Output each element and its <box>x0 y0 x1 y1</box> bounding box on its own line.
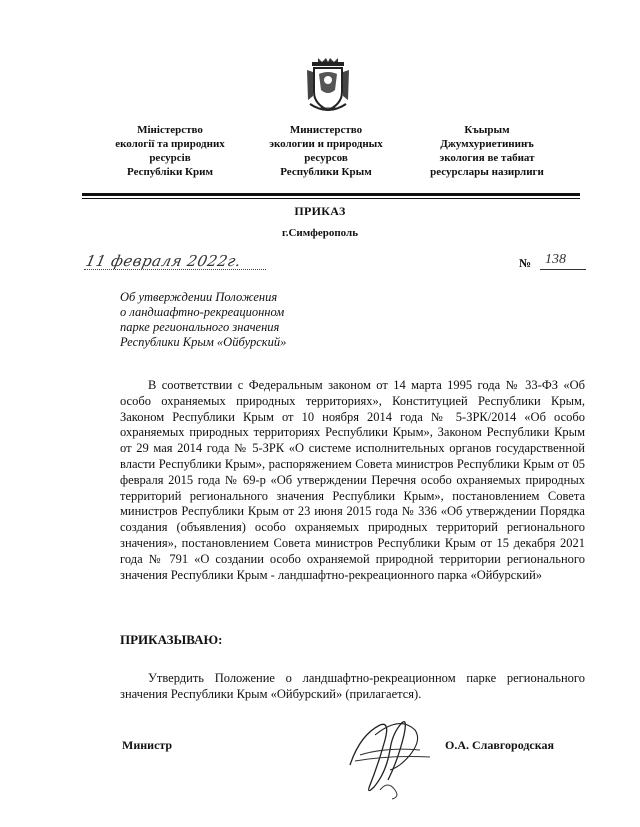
header-divider-thin <box>82 198 580 199</box>
handwritten-signature-icon <box>330 695 440 805</box>
order-paragraph: Утвердить Положение о ландшафтно-рекреационном парке регионального значения Республики Крым «Ойбурский» (прилагается). <box>120 671 585 701</box>
ministry-name-crimean-tatar: Къырым Джумхуриетининъ экология ве табиат ресурслары назирлиги <box>430 124 544 178</box>
handwritten-date: 11 февраля 2022г. <box>84 252 243 270</box>
preamble-paragraph: В соответствии с Федеральным законом от 14 марта 1995 года № 33-ФЗ «Об особо охраняемых природных территориях», Конституцией Республики Крым, Законом Республики Крым от 10 ноября 2014 года № 5-ЗРК/2014 «Об особо охраняемых природных территориях Республики Крым», Законом Республики Крым от 29 мая 2014 года № 5-ЗРК «О системе исполнительных органов государственной власти Республики Крым», распоряжением Совета министров Республики Крым от 05 февраля 2015 года № 69-р «Об утверждении Перечня особо охраняемых природных территорий регионального значения Республики Крым», постановлением Совета министров Республики Крым от 23 июня 2015 года № 336 «Об утверждении Порядка создания (объявления) особо охраняемых природных территорий регионального значения», постановлением Совета министров Республики Крым от 15 декабря 2021 года № 791 «О создании особо охраняемой природной территории регионального значения Республики Крым - ландшафтно-рекреационного парка «Ойбурский» <box>120 378 585 582</box>
order-heading: ПРИКАЗЫВАЮ: <box>120 632 223 647</box>
order-subject: Об утверждении Положения о ландшафтно-рекреационном парке регионального значения Республики Крым «Ойбурский» <box>120 290 287 349</box>
number-label: № <box>519 256 532 270</box>
header-divider-thick <box>82 193 580 196</box>
document-city: г.Симферополь <box>281 227 359 239</box>
crimea-coat-of-arms-icon <box>304 56 352 116</box>
signatory-title: Министр <box>122 738 173 752</box>
document-type: ПРИКАЗ <box>294 204 346 218</box>
date-underline <box>84 269 266 270</box>
number-underline <box>540 269 586 270</box>
ministry-name-ukrainian: Міністерство екології та природних ресурсів Республіки Крим <box>115 124 225 178</box>
signatory-name: О.А. Славгородская <box>445 738 554 752</box>
handwritten-number: 138 <box>545 252 566 267</box>
ministry-name-russian: Министерство экологии и природных ресурсов Республики Крым <box>269 124 383 178</box>
